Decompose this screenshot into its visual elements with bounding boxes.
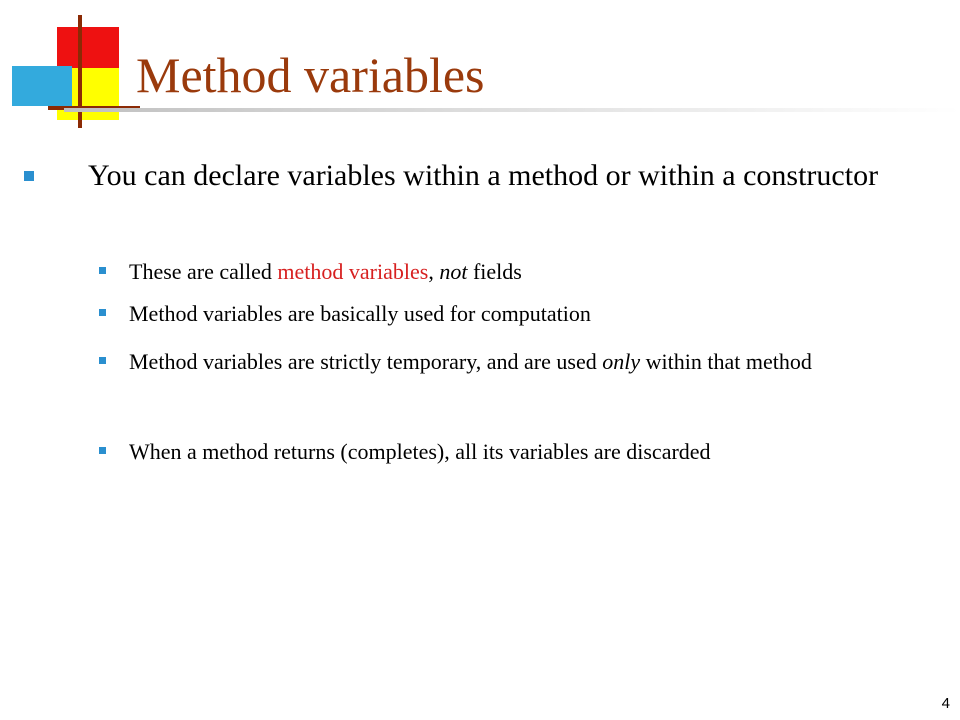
sub-bullet-text-segment: not (439, 259, 468, 284)
sub-bullet-text-segment: method variables (277, 259, 429, 284)
sub-bullet-marker (99, 447, 106, 454)
sub-bullet-item (129, 256, 899, 287)
corner-decoration (0, 0, 140, 140)
sub-bullet-text-segment: Method variables are basically used for computation (129, 301, 591, 326)
bullet-item (88, 157, 908, 194)
sub-bullet-text-segment: These are called (129, 259, 278, 284)
sub-bullet-marker (99, 267, 106, 274)
sub-bullet-text-segment: Method variables are strictly temporary, and are used (129, 349, 603, 374)
sub-bullet-text-segment: , (428, 259, 440, 284)
sub-bullet-item (129, 298, 899, 329)
sub-bullet-text-segment: only (602, 349, 641, 374)
sub-bullet-item (129, 346, 899, 377)
deco-blue-square (12, 66, 72, 106)
bullet-marker (24, 171, 34, 181)
page-number: 4 (941, 695, 950, 712)
sub-bullet-text-segment: fields (467, 259, 522, 284)
sub-bullet-marker (99, 357, 106, 364)
slide-title: Method variables (136, 47, 485, 103)
bullet-text: You can declare variables within a method or within a constructor (88, 159, 879, 192)
title-underline (64, 108, 960, 112)
sub-bullet-text-segment: When a method returns (completes), all its variables are discarded (129, 439, 711, 464)
sub-bullet-marker (99, 309, 106, 316)
sub-bullet-item (129, 436, 899, 467)
sub-bullet-text-segment: within that method (640, 349, 812, 374)
